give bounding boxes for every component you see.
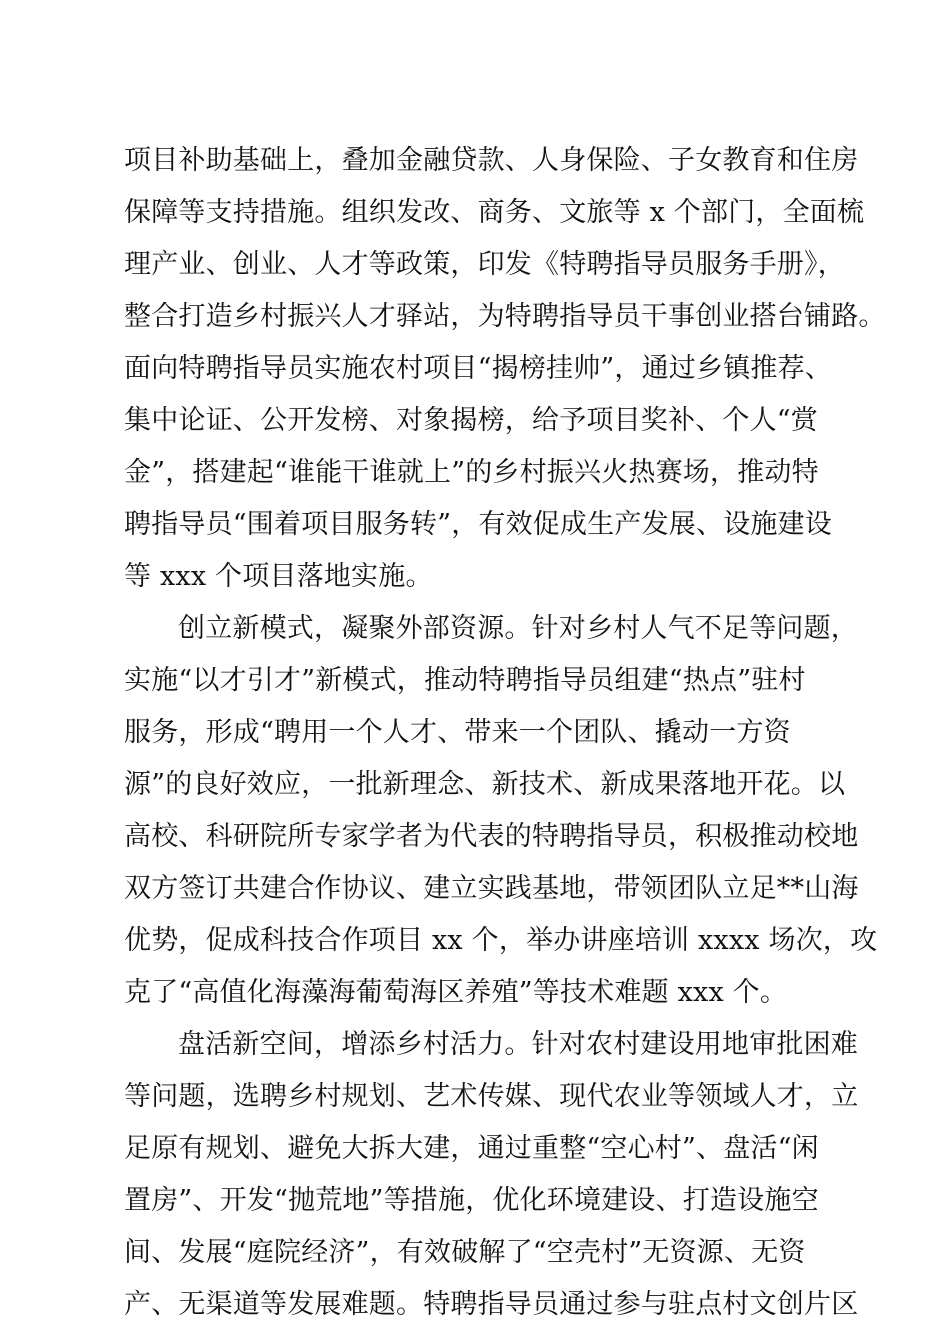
text-line: 整合打造乡村振兴人才驿站，为特聘指导员干事创业搭台铺路。 bbox=[124, 301, 886, 332]
text-line: 保障等支持措施。组织发改、商务、文旅等 x 个部门，全面梳 bbox=[124, 197, 865, 228]
text-line: 优势，促成科技合作项目 xx 个，举办讲座培训 xxxx 场次，攻 bbox=[124, 925, 878, 956]
text-line: 理产业、创业、人才等政策，印发《特聘指导员服务手册》， bbox=[124, 249, 845, 280]
text-line: 金”，搭建起“谁能干谁就上”的乡村振兴火热赛场，推动特 bbox=[124, 457, 819, 488]
text-line: 集中论证、公开发榜、对象揭榜，给予项目奖补、个人“赏 bbox=[124, 405, 819, 436]
text-line: 源”的良好效应，一批新理念、新技术、新成果落地开花。以 bbox=[124, 769, 846, 800]
paragraph-start-line: 创立新模式，凝聚外部资源。针对乡村人气不足等问题， bbox=[178, 613, 858, 644]
text-line: 间、发展“庭院经济”，有效破解了“空壳村”无资源、无资 bbox=[124, 1237, 806, 1268]
paragraph-start-line: 盘活新空间，增添乡村活力。针对农村建设用地审批困难 bbox=[178, 1029, 858, 1060]
text-line: 等 xxx 个项目落地实施。 bbox=[124, 561, 433, 592]
text-line: 等问题，选聘乡村规划、艺术传媒、现代农业等领域人才，立 bbox=[124, 1081, 859, 1112]
text-line: 面向特聘指导员实施农村项目“揭榜挂帅”，通过乡镇推荐、 bbox=[124, 353, 833, 384]
text-line: 双方签订共建合作协议、建立实践基地，带领团队立足**山海 bbox=[124, 873, 859, 904]
text-line: 服务，形成“聘用一个人才、带来一个团队、撬动一方资 bbox=[124, 717, 791, 748]
text-line: 克了“高值化海藻海葡萄海区养殖”等技术难题 xxx 个。 bbox=[124, 977, 788, 1008]
text-line: 实施“以才引才”新模式，推动特聘指导员组建“热点”驻村 bbox=[124, 665, 806, 696]
body-text bbox=[124, 135, 886, 1331]
text-line: 高校、科研院所专家学者为代表的特聘指导员，积极推动校地 bbox=[124, 821, 859, 852]
text-line: 足原有规划、避免大拆大建，通过重整“空心村”、盘活“闲 bbox=[124, 1133, 819, 1164]
text-line: 产、无渠道等发展难题。特聘指导员通过参与驻点村文创片区 bbox=[124, 1289, 859, 1320]
text-line: 聘指导员“围着项目服务转”，有效促成生产发展、设施建设 bbox=[124, 509, 833, 540]
text-line: 项目补助基础上，叠加金融贷款、人身保险、子女教育和住房 bbox=[124, 145, 859, 176]
text-line: 置房”、开发“抛荒地”等措施，优化环境建设、打造设施空 bbox=[124, 1185, 819, 1216]
